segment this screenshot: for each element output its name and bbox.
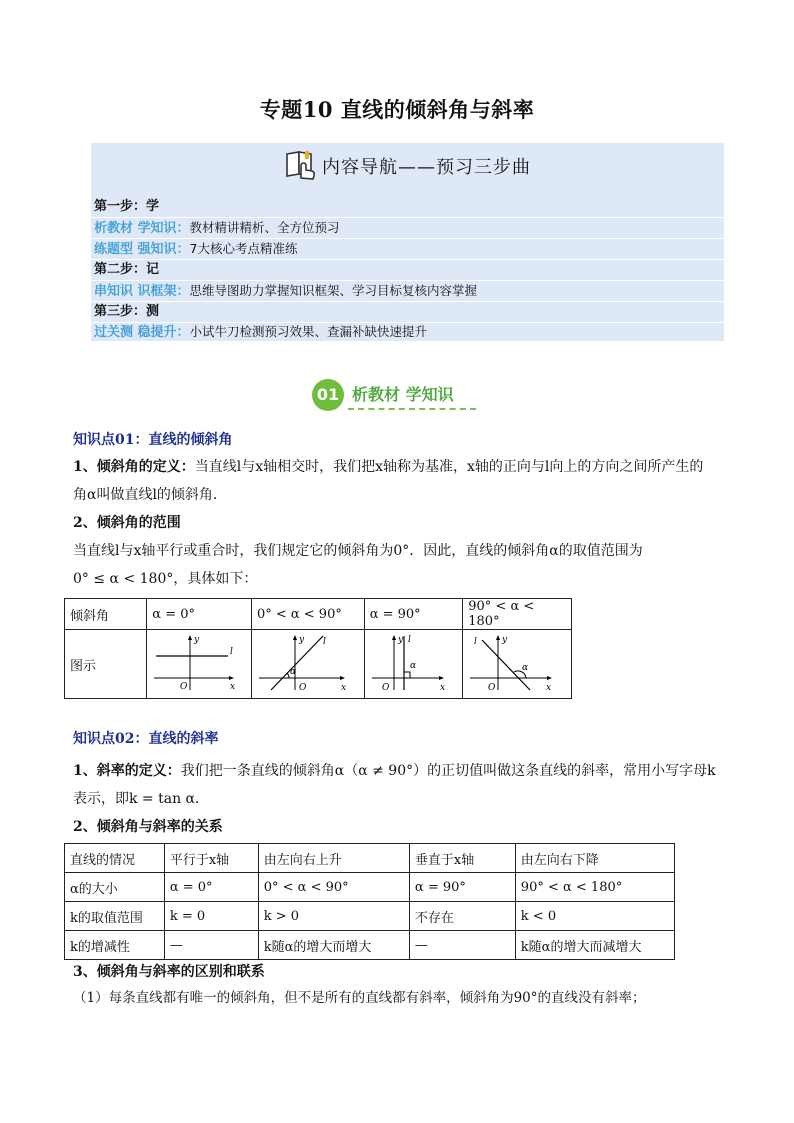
diagram-falling bbox=[463, 630, 572, 699]
guide-row-2: 练题型 强知识：7大核心考点精准练 bbox=[91, 239, 724, 260]
kp2-p2-head: 2、倾斜角与斜率的关系 bbox=[73, 819, 223, 835]
diagram-vertical bbox=[364, 630, 463, 699]
diagram-label: l bbox=[322, 637, 326, 647]
kp1-heading: 知识点01：直线的倾斜角 bbox=[73, 432, 233, 448]
kp2-p3-line1: （1）每条直线都有唯一的倾斜角，但不是所有的直线都有斜率，倾斜角为90°的直线没有斜率； bbox=[73, 990, 646, 1006]
guide-step3: 第三步：测 bbox=[91, 302, 724, 323]
table-cell: 0° < α < 90° bbox=[258, 873, 409, 902]
diagram-label: O bbox=[488, 683, 496, 692]
diagram-label: l bbox=[230, 647, 234, 657]
kp2-heading: 知识点02：直线的斜率 bbox=[73, 731, 219, 747]
kp1-p2-head: 2、倾斜角的范围 bbox=[73, 515, 181, 531]
diagram-rising bbox=[251, 630, 364, 699]
diagram-label: O bbox=[298, 683, 307, 692]
kp1-p1-line2: 角α叫做直线l的倾斜角． bbox=[73, 487, 227, 503]
guide-row-1: 析教材 学知识：教材精讲精析、全方位预习 bbox=[91, 218, 724, 239]
table-cell: — bbox=[164, 931, 258, 960]
diagram-label: O bbox=[381, 683, 390, 692]
table-cell: 0° < α < 90° bbox=[251, 599, 364, 630]
kp1-p2-line1: 当直线l与x轴平行或重合时，我们规定它的倾斜角为0°．因此，直线的倾斜角α的取值范围为 bbox=[73, 543, 643, 559]
table-cell: α的大小 bbox=[65, 873, 165, 902]
table-cell: 由左向右下降 bbox=[515, 844, 674, 873]
diagram-label: y bbox=[397, 635, 403, 645]
table-cell: 倾斜角 bbox=[65, 599, 147, 630]
section-number: 01 bbox=[312, 379, 344, 411]
section-label: 析教材 学知识 bbox=[352, 385, 454, 404]
guide-row-3: 串知识 识框架：思维导图助力掌握知识框架、学习目标复核内容掌握 bbox=[91, 281, 724, 302]
table-cell: 图示 bbox=[65, 630, 147, 699]
table-cell: α = 90° bbox=[409, 873, 515, 902]
diagram-label: x bbox=[439, 683, 445, 692]
slope-table bbox=[64, 843, 675, 960]
diagram-label: l bbox=[474, 637, 478, 647]
guide-row-4: 过关测 稳提升：小试牛刀检测预习效果、查漏补缺快速提升 bbox=[94, 324, 428, 340]
diagram-label: x bbox=[340, 683, 347, 692]
table-cell: k随α的增大而减增大 bbox=[515, 931, 674, 960]
kp2-p3-head: 3、倾斜角与斜率的区别和联系 bbox=[73, 964, 265, 980]
table-cell: k随α的增大而增大 bbox=[258, 931, 409, 960]
diagram-label: x bbox=[230, 682, 236, 692]
table-cell: α = 0° bbox=[164, 873, 258, 902]
diagram-label: l bbox=[407, 635, 411, 645]
guide-step1: 第一步：学 bbox=[91, 197, 724, 218]
table-cell: 平行于x轴 bbox=[164, 844, 258, 873]
table-cell: 由左向右上升 bbox=[258, 844, 409, 873]
table-cell: k的增减性 bbox=[65, 931, 165, 960]
diagram-label: y bbox=[502, 635, 508, 645]
table-cell: 垂直于x轴 bbox=[409, 844, 515, 873]
table-cell: — bbox=[409, 931, 515, 960]
diagram-label: α bbox=[409, 661, 416, 671]
table-cell: α = 0° bbox=[147, 599, 252, 630]
section-underline bbox=[348, 408, 476, 410]
table-cell: 90° < α < 180° bbox=[515, 873, 674, 902]
kp1-p1: 1、倾斜角的定义：当直线l与x轴相交时，我们把x轴称为基准，x轴的正向与l向上的方向之间所产生的 bbox=[73, 459, 704, 475]
page-title: 专题10 直线的倾斜角与斜率 bbox=[259, 97, 535, 122]
diagram-horizontal bbox=[147, 630, 252, 699]
diagram-label: O bbox=[180, 682, 188, 692]
table-cell: k < 0 bbox=[515, 902, 674, 931]
diagram-label: α bbox=[289, 667, 297, 677]
kp2-p1: 1、斜率的定义：我们把一条直线的倾斜角α（α ≠ 90°）的正切值叫做这条直线的斜率，常用小写字母k bbox=[73, 763, 716, 779]
table-cell: 不存在 bbox=[409, 902, 515, 931]
content-guide-box bbox=[91, 143, 724, 341]
table-cell: α = 90° bbox=[364, 599, 463, 630]
table-cell: k > 0 bbox=[258, 902, 409, 931]
guide-step2: 第二步：记 bbox=[91, 260, 724, 281]
diagram-label: y bbox=[298, 635, 305, 645]
diagram-label: α bbox=[522, 663, 529, 673]
diagram-label: y bbox=[194, 635, 200, 645]
section-badge bbox=[312, 376, 486, 412]
table-cell: 直线的情况 bbox=[65, 844, 165, 873]
inclination-table bbox=[64, 598, 572, 699]
diagram-label: x bbox=[546, 683, 552, 692]
table-cell: 90° < α < 180° bbox=[463, 599, 572, 630]
guide-header bbox=[91, 143, 724, 189]
kp2-p1-line2: 表示，即k = tan α． bbox=[73, 791, 210, 807]
table-cell: k = 0 bbox=[164, 902, 258, 931]
table-cell: k的取值范围 bbox=[65, 902, 165, 931]
guide-header-text: 内容导航——预习三步曲 bbox=[322, 157, 531, 178]
kp1-p2-line2: 0° ≤ α < 180°，具体如下： bbox=[73, 571, 258, 587]
book-hand-icon bbox=[284, 148, 318, 184]
